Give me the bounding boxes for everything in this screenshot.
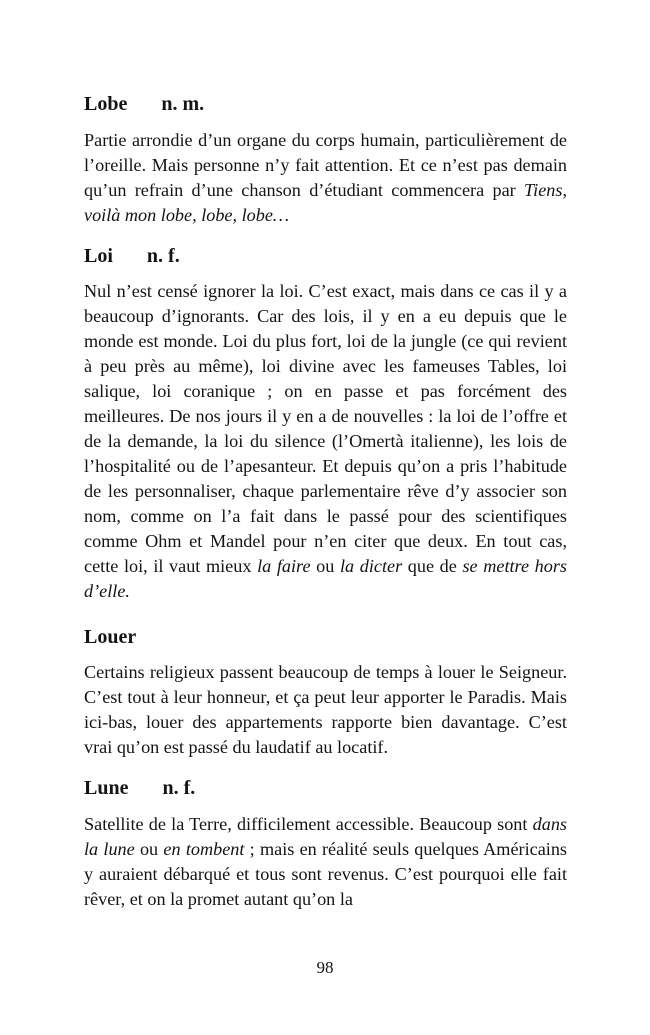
- entry-headword-louer: [84, 624, 136, 650]
- body-text: Nul n’est censé ignorer la loi. C’est exact, mais dans ce cas il y a beaucoup d’ignorants. Car des lois, il y en a eu depuis que le monde est monde. Loi du plus fort, loi de la jungle (ce qui revient à peu près au même), loi divine avec les fameuses Tables, loi salique, loi coranique ; on en passe et pas forcément des meilleures. De nos jours il y en a de nouvelles : la loi de l’offre et de la demande, la loi du silence (l’Omertà italienne), les lois de l’hospitalité ou de l’apesanteur. Et depuis qu’on a pris l’habitude de les personnaliser, chaque parlementaire rêve d’y associer son nom, comme on l’a fait dans le passé pour des scientifiques comme Ohm et Mandel pour n’en citer que deux. En tout cas, cette loi, il vaut mieux: [84, 281, 567, 576]
- entry-definition-louer: [84, 660, 567, 760]
- italic-text: se mettre hors d’elle.: [84, 556, 567, 601]
- headword: Lobe: [84, 93, 128, 115]
- entry-definition-loi: [84, 279, 567, 604]
- page-number: 98: [316, 958, 334, 977]
- entry-definition-lobe: [84, 128, 567, 228]
- body-text: que de: [402, 556, 463, 576]
- body-text: ou: [134, 839, 164, 859]
- part-of-speech: n. f.: [146, 245, 180, 267]
- body-text: Satellite de la Terre, difficilement accessible. Beaucoup sont: [84, 814, 533, 834]
- entry-headword-lune: [84, 775, 195, 801]
- body-text: ; mais en réalité seuls quelques Américains y auraient débarqué et tous sont revenus. C’est pourquoi elle fait rêver, et on la promet autant qu’on la: [84, 839, 568, 909]
- italic-text: la dicter: [339, 556, 403, 576]
- part-of-speech: n. m.: [161, 93, 205, 115]
- headword: Loi: [84, 245, 113, 267]
- italic-text: en tombent: [163, 839, 245, 859]
- body-text: Certains religieux passent beaucoup de temps à louer le Seigneur. C’est tout à leur honneur, et ça peut leur apporter le Paradis. Mais ici-bas, louer des appartements rapporte bien davantage. C’est vrai qu’on est passé du laudatif au locatif.: [84, 662, 567, 757]
- body-text: ou: [310, 556, 340, 576]
- part-of-speech: n. f.: [162, 777, 196, 799]
- entry-headword-lobe: [84, 91, 204, 117]
- headword: Lune: [84, 777, 129, 799]
- italic-text: Tiens, voilà mon lobe, lobe, lobe…: [84, 180, 567, 225]
- headword: Louer: [84, 626, 137, 648]
- italic-text: la faire: [257, 556, 311, 576]
- body-text: Partie arrondie d’un organe du corps humain, particulièrement de l’oreille. Mais personne n’y fait attention. Et ce n’est pas demain qu’un refrain d’une chanson d’étudiant commencera par: [84, 130, 567, 200]
- entry-definition-lune: [84, 812, 567, 912]
- italic-text: dans la lune: [84, 814, 567, 859]
- entry-headword-loi: [84, 243, 180, 269]
